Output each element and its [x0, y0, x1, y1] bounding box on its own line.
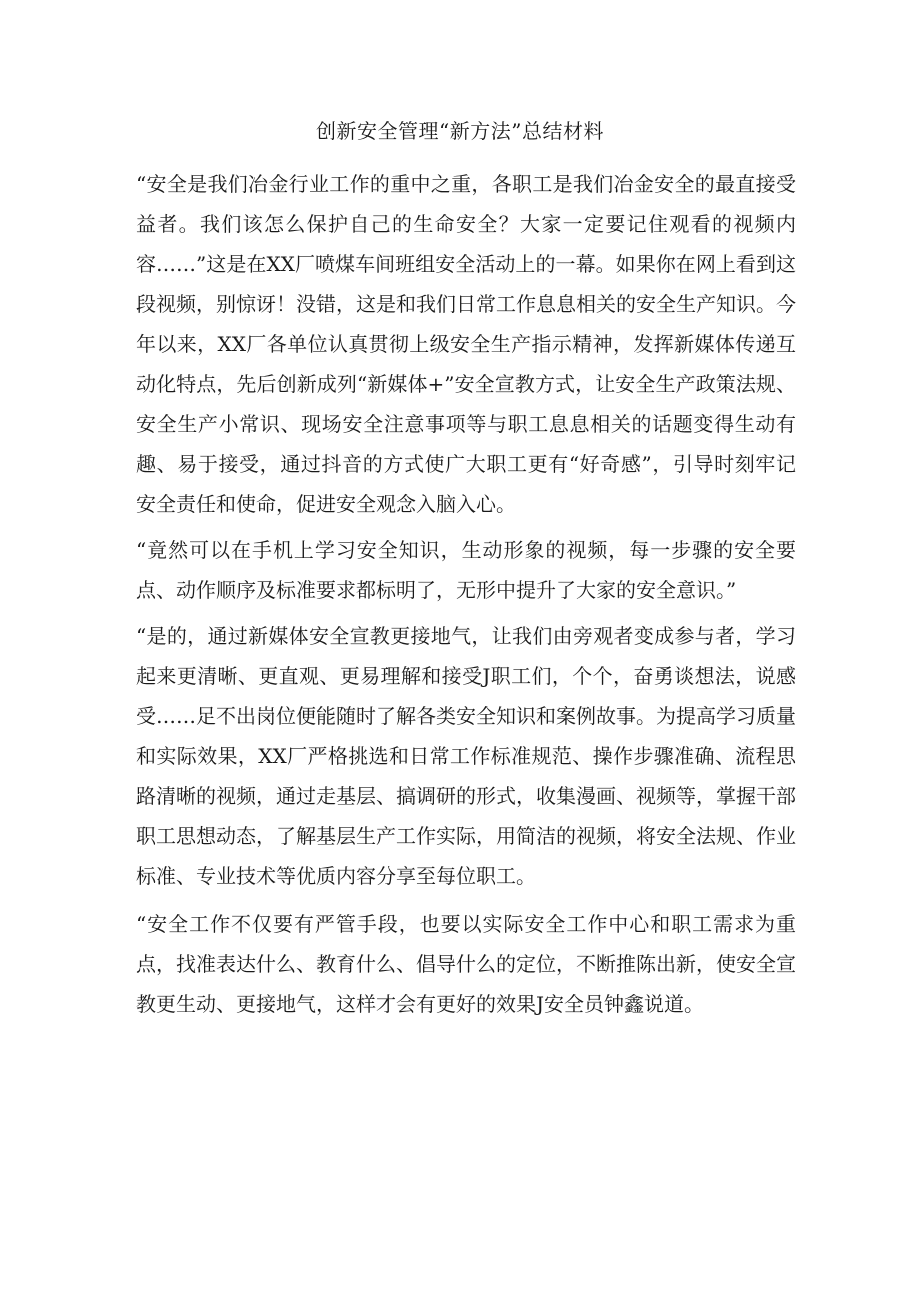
paragraph-4: “安全工作不仅要有严管手段，也要以实际安全工作中心和职工需求为重点，找准表达什么、教育什么、倡导什么的定位，不断推陈出新，使安全宣教更生动、更接地气，这样才会有更好的效果J安全员钟鑫说道。	[136, 912, 796, 1016]
paragraph-1: “安全是我们冶金行业工作的重中之重，各职工是我们冶金安全的最直接受益者。我们该怎么保护自己的生命安全？大家一定要记住观看的视频内容……”这是在XX厂喷煤车间班组安全活动上的一幕。如果你在网上看到这段视频，别惊讶！没错，这是和我们日常工作息息相关的安全生产知识。今年以来，XX厂各单位认真贯彻上级安全生产指示精神，发挥新媒体传递互动化特点，先后创新成列“新媒体+”安全宣教方式，让安全生产政策法规、安全生产小常识、现场安全注意事项等与职工息息相关的话题变得生动有趣、易于接受，通过抖音的方式使广大职工更有“好奇感”，引导时刻牢记安全责任和使命，促进安全观念入脑入心。	[136, 172, 796, 516]
document-title: 创新安全管理“新方法”总结材料	[316, 119, 604, 143]
paragraph-2: “竟然可以在手机上学习安全知识，生动形象的视频，每一步骤的安全要点、动作顺序及标准要求都标明了，无形中提升了大家的安全意识。”	[136, 538, 796, 602]
document-body	[136, 164, 796, 1024]
paragraph-3: “是的，通过新媒体安全宣教更接地气，让我们由旁观者变成参与者，学习起来更清晰、更直观、更易理解和接受J职工们，个个，奋勇谈想法，说感受……足不出岗位便能随时了解各类安全知识和案例故事。为提高学习质量和实际效果，XX厂严格挑选和日常工作标准规范、操作步骤准确、流程思路清晰的视频，通过走基层、搞调研的形式，收集漫画、视频等，掌握干部职工思想动态，了解基层生产工作实际，用简洁的视频，将安全法规、作业标准、专业技术等优质内容分享至每位职工。	[136, 624, 796, 888]
